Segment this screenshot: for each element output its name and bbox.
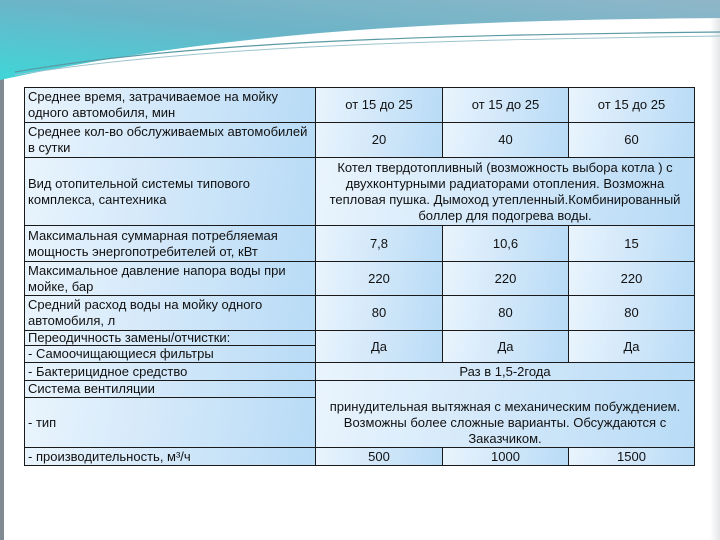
label-capacity: - производительность, м³/ч xyxy=(24,447,316,466)
label-replacement: Переодичность замены/отчистки: xyxy=(24,330,316,346)
cell-water-2: 80 xyxy=(442,295,569,331)
label-ventilation: Система вентиляции xyxy=(24,380,316,398)
cell-heating: Котел твердотопливный (возможность выбора котла ) с двухконтурными радиаторами отопления. Возможна тепловая пушка. Дымоход утепленный.Комбинированный боллер для подогрева воды. xyxy=(315,157,695,226)
cell-cars-2: 40 xyxy=(442,122,569,158)
label-cars-per-day: Среднее кол-во обслуживаемых автомобилей в сутки xyxy=(24,122,316,158)
cell-wash-time-2: от 15 до 25 xyxy=(442,87,569,123)
cell-filters-2: Да xyxy=(442,330,569,363)
cell-ventilation: принудительная вытяжная с механическим побуждением. Возможны более сложные варианты. Обсуждаются с Заказчиком. xyxy=(315,380,695,448)
cell-power-1: 7,8 xyxy=(315,225,443,262)
decorative-swoosh xyxy=(0,0,720,90)
cell-capacity-3: 1500 xyxy=(568,447,695,466)
cell-wash-time-3: от 15 до 25 xyxy=(568,87,695,123)
label-bactericide: - Бактерицидное средство xyxy=(24,362,316,381)
cell-cars-3: 60 xyxy=(568,122,695,158)
cell-water-3: 80 xyxy=(568,295,695,331)
label-pressure: Максимальное давление напора воды при мойке, бар xyxy=(24,261,316,296)
label-power: Максимальная суммарная потребляемая мощность энергопотребителей от, кВт xyxy=(24,225,316,262)
cell-pressure-1: 220 xyxy=(315,261,443,296)
cell-capacity-1: 500 xyxy=(315,447,443,466)
cell-capacity-2: 1000 xyxy=(442,447,569,466)
cell-bactericide: Раз в 1,5-2года xyxy=(315,362,695,381)
cell-filters-3: Да xyxy=(568,330,695,363)
label-ventilation-type: - тип xyxy=(24,397,316,448)
label-self-cleaning-filters: - Самоочищающиеся фильтры xyxy=(24,345,316,363)
cell-power-3: 15 xyxy=(568,225,695,262)
label-wash-time: Среднее время, затрачиваемое на мойку одного автомобиля, мин xyxy=(24,87,316,123)
cell-power-2: 10,6 xyxy=(442,225,569,262)
label-water: Средний расход воды на мойку одного автомобиля, л xyxy=(24,295,316,331)
cell-water-1: 80 xyxy=(315,295,443,331)
cell-pressure-2: 220 xyxy=(442,261,569,296)
cell-wash-time-1: от 15 до 25 xyxy=(315,87,443,123)
cell-cars-1: 20 xyxy=(315,122,443,158)
cell-filters-1: Да xyxy=(315,330,443,363)
label-heating: Вид отопительной системы типового комплекса, сантехника xyxy=(24,157,316,226)
cell-pressure-3: 220 xyxy=(568,261,695,296)
